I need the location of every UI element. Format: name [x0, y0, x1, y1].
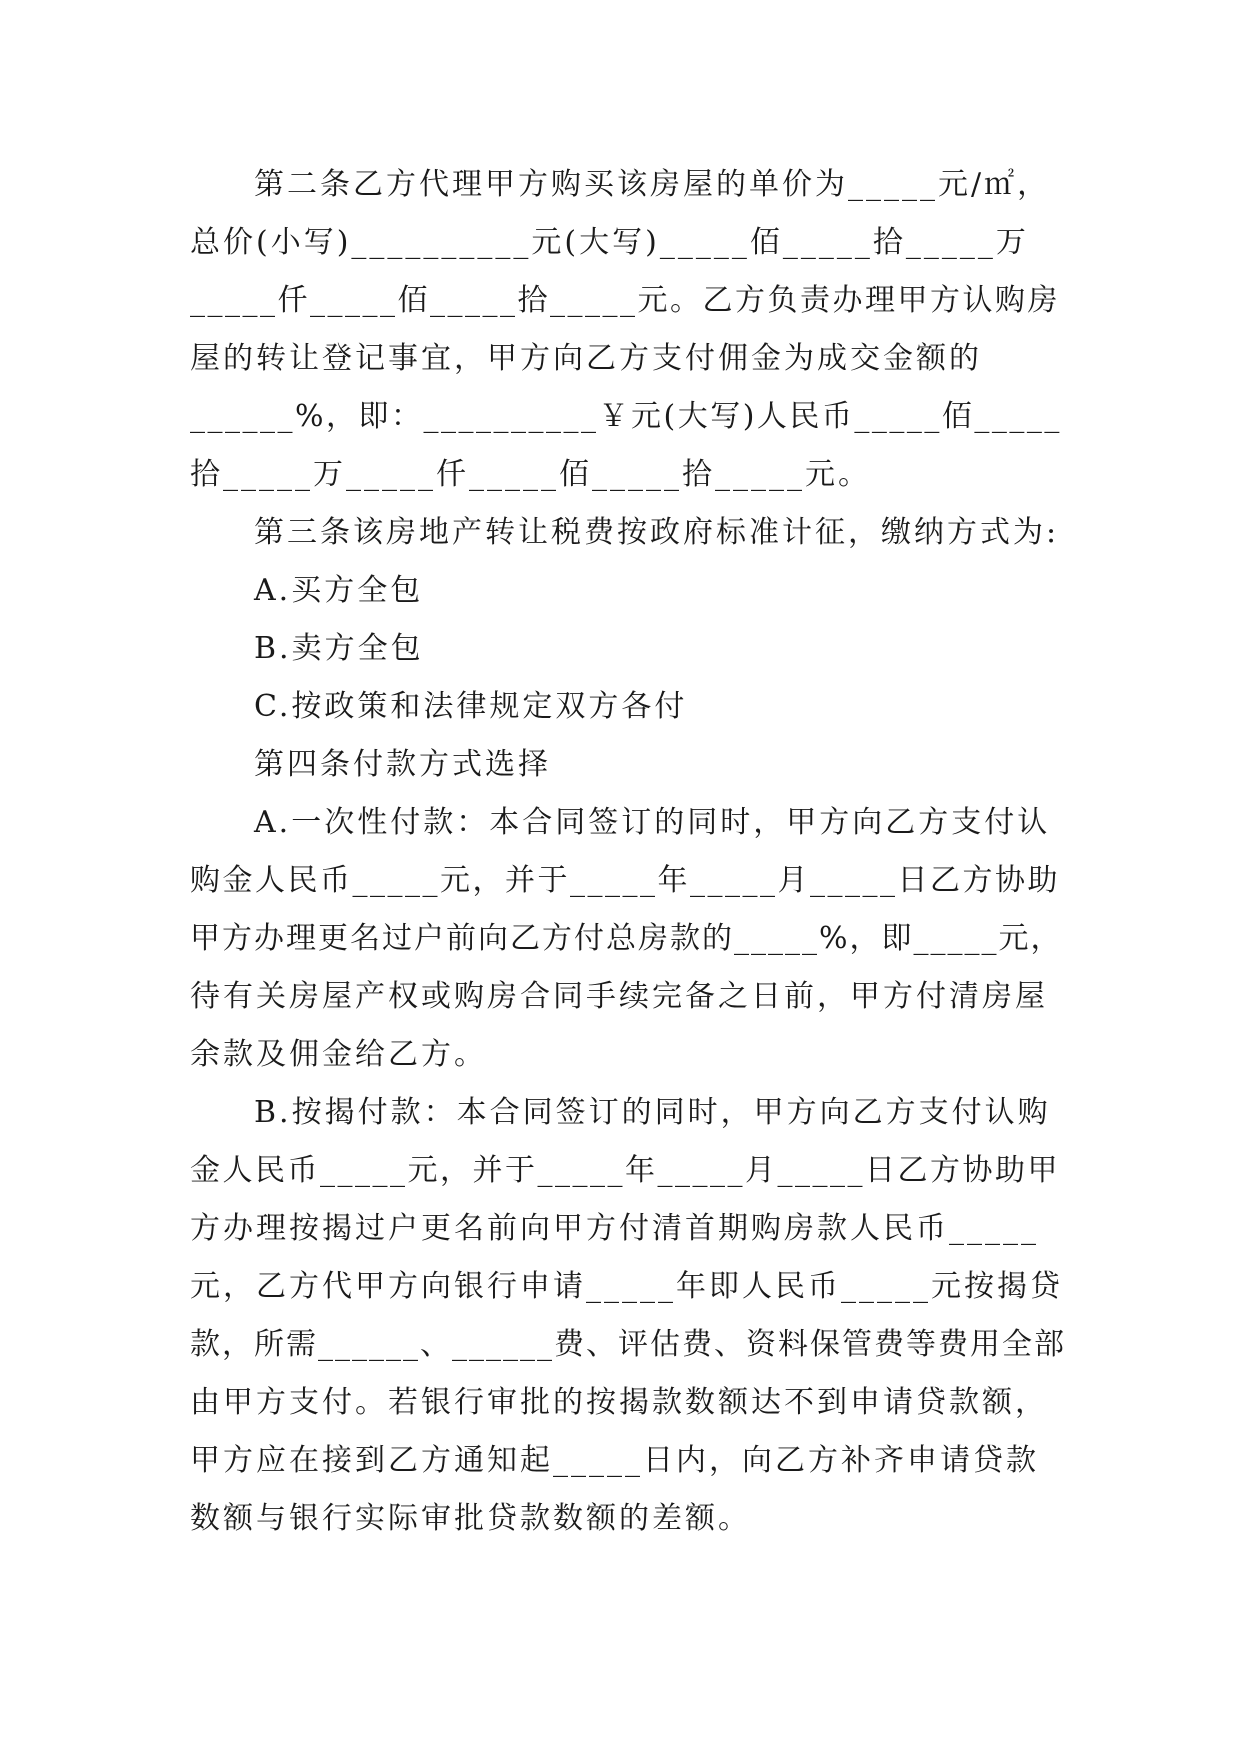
- document-line: 第二条乙方代理甲方购买该房屋的单价为_____元/㎡，: [254, 167, 1051, 202]
- document-body: [190, 156, 1070, 1548]
- document-line: 待有关房屋产权或购房合同手续完备之日前，甲方付清房屋: [190, 979, 1048, 1014]
- document-line: _____仟_____佰_____拾_____元。乙方负责办理甲方认购房: [190, 283, 1060, 318]
- document-line: 金人民币_____元，并于_____年_____月_____日乙方协助甲: [190, 1153, 1060, 1188]
- document-line: B.卖方全包: [254, 631, 424, 666]
- document-line: 总价(小写)__________元(大写)_____佰_____拾_____万: [190, 225, 1029, 260]
- document-line: 元，乙方代甲方向银行申请_____年即人民币_____元按揭贷: [190, 1269, 1063, 1304]
- document-line: 方办理按揭过户更名前向甲方付清首期购房款人民币_____: [190, 1211, 1039, 1246]
- document-line: 余款及佣金给乙方。: [190, 1037, 487, 1072]
- document-line: 拾_____万_____仟_____佰_____拾_____元。: [190, 457, 871, 492]
- document-line: 甲方应在接到乙方通知起_____日内，向乙方补齐申请贷款: [190, 1443, 1039, 1478]
- document-line: 第三条该房地产转让税费按政府标准计征，缴纳方式为:: [254, 515, 1060, 550]
- document-line: 款，所需______、______费、评估费、资料保管费等费用全部: [190, 1327, 1066, 1362]
- document-line: 第四条付款方式选择: [254, 747, 551, 782]
- document-line: B.按揭付款：本合同签订的同时，甲方向乙方支付认购: [254, 1095, 1051, 1130]
- document-line: 甲方办理更名过户前向乙方付总房款的_____%，即_____元，: [190, 921, 1063, 956]
- document-line: 屋的转让登记事宜，甲方向乙方支付佣金为成交金额的: [190, 341, 982, 376]
- document-line: ______%，即：__________￥元(大写)人民币_____佰_____: [190, 399, 1062, 434]
- document-line: A.一次性付款：本合同签订的同时，甲方向乙方支付认: [254, 805, 1051, 840]
- document-line: A.买方全包: [254, 573, 424, 608]
- document-line: 购金人民币_____元，并于_____年_____月_____日乙方协助: [190, 863, 1060, 898]
- document-line: 数额与银行实际审批贷款数额的差额。: [190, 1501, 751, 1536]
- document-line: C.按政策和法律规定双方各付: [254, 689, 688, 724]
- document-line: 由甲方支付。若银行审批的按揭款数额达不到申请贷款额，: [190, 1385, 1048, 1420]
